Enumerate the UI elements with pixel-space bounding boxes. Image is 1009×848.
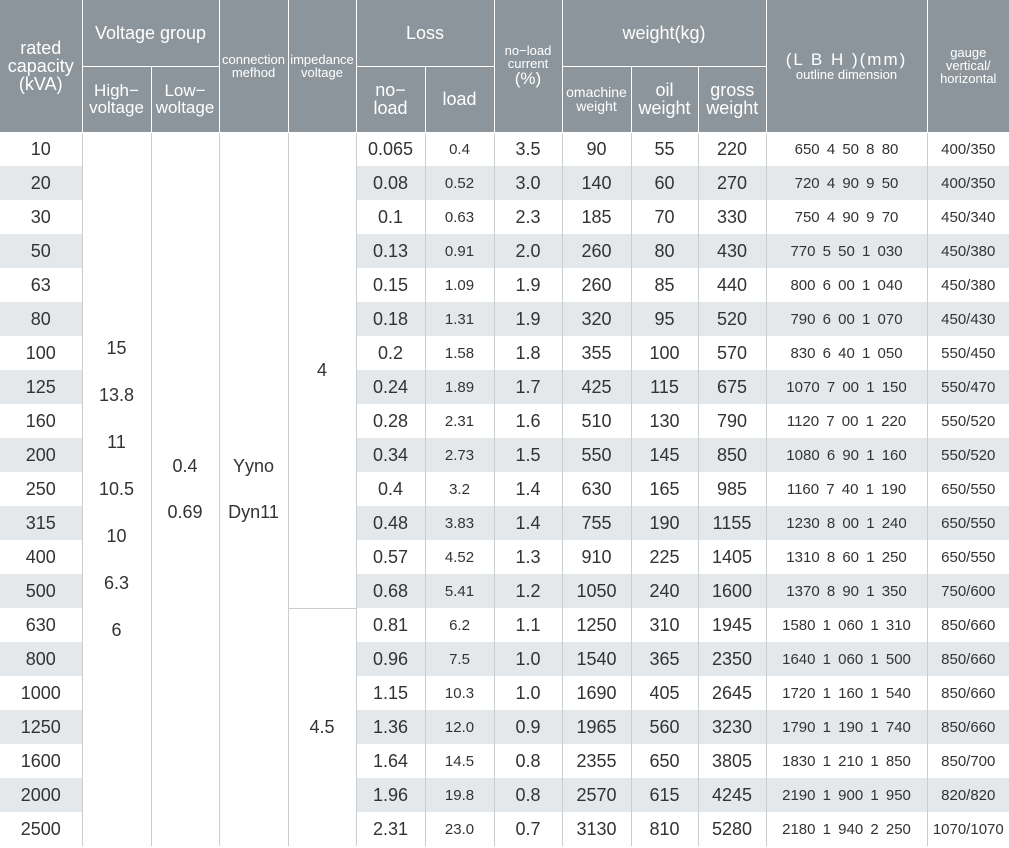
cell-oil-weight: 165 bbox=[631, 472, 698, 506]
cell-gross-weight: 440 bbox=[698, 268, 766, 302]
cell-current: 1.7 bbox=[494, 370, 562, 404]
high-voltage-value: 13.8 bbox=[98, 384, 135, 405]
cell-load: 7.5 bbox=[425, 642, 494, 676]
cell-gross-weight: 1600 bbox=[698, 574, 766, 608]
cell-machine-weight: 320 bbox=[562, 302, 631, 336]
cell-load: 14.5 bbox=[425, 744, 494, 778]
cell-no-load: 1.96 bbox=[356, 778, 425, 812]
cell-machine-weight: 510 bbox=[562, 404, 631, 438]
cell-capacity: 160 bbox=[0, 404, 82, 438]
cell-dimension: 650 4 50 8 80 bbox=[766, 132, 927, 166]
cell-oil-weight: 95 bbox=[631, 302, 698, 336]
cell-capacity: 30 bbox=[0, 200, 82, 234]
cell-current: 1.2 bbox=[494, 574, 562, 608]
cell-dimension: 2190 1 900 1 950 bbox=[766, 778, 927, 812]
cell-gross-weight: 985 bbox=[698, 472, 766, 506]
cell-load: 0.63 bbox=[425, 200, 494, 234]
cell-gross-weight: 4245 bbox=[698, 778, 766, 812]
cell-capacity: 1000 bbox=[0, 676, 82, 710]
cell-oil-weight: 615 bbox=[631, 778, 698, 812]
high-voltage-value: 10 bbox=[106, 525, 127, 546]
cell-no-load: 0.81 bbox=[356, 608, 425, 642]
header-rated-capacity: rated capacity (kVA) bbox=[0, 0, 82, 132]
header-oil-weight: oil weight bbox=[631, 66, 698, 132]
cell-machine-weight: 260 bbox=[562, 234, 631, 268]
cell-gauge: 400/350 bbox=[927, 166, 1009, 200]
cell-machine-weight: 1965 bbox=[562, 710, 631, 744]
cell-no-load: 0.1 bbox=[356, 200, 425, 234]
cell-gauge: 550/520 bbox=[927, 404, 1009, 438]
cell-gauge: 850/660 bbox=[927, 676, 1009, 710]
cell-gauge: 850/660 bbox=[927, 608, 1009, 642]
cell-load: 19.8 bbox=[425, 778, 494, 812]
cell-capacity: 800 bbox=[0, 642, 82, 676]
cell-dimension: 800 6 00 1 040 bbox=[766, 268, 927, 302]
cell-dimension: 1070 7 00 1 150 bbox=[766, 370, 927, 404]
high-voltage-value: 10.5 bbox=[98, 478, 135, 499]
cell-dimension: 1580 1 060 1 310 bbox=[766, 608, 927, 642]
cell-machine-weight: 425 bbox=[562, 370, 631, 404]
cell-oil-weight: 100 bbox=[631, 336, 698, 370]
cell-dimension: 1120 7 00 1 220 bbox=[766, 404, 927, 438]
cell-capacity: 10 bbox=[0, 132, 82, 166]
cell-oil-weight: 70 bbox=[631, 200, 698, 234]
cell-low-voltage-values bbox=[151, 132, 219, 846]
cell-gross-weight: 1945 bbox=[698, 608, 766, 642]
cell-load: 23.0 bbox=[425, 812, 494, 846]
cell-machine-weight: 1050 bbox=[562, 574, 631, 608]
cell-load: 1.58 bbox=[425, 336, 494, 370]
cell-oil-weight: 560 bbox=[631, 710, 698, 744]
cell-gauge: 450/380 bbox=[927, 268, 1009, 302]
low-voltage-value: 0.4 bbox=[172, 456, 198, 477]
cell-capacity: 63 bbox=[0, 268, 82, 302]
cell-machine-weight: 910 bbox=[562, 540, 631, 574]
header-voltage-group: Voltage group bbox=[82, 0, 219, 66]
cell-current: 1.5 bbox=[494, 438, 562, 472]
cell-no-load: 0.2 bbox=[356, 336, 425, 370]
cell-machine-weight: 355 bbox=[562, 336, 631, 370]
cell-gross-weight: 790 bbox=[698, 404, 766, 438]
cell-capacity: 200 bbox=[0, 438, 82, 472]
cell-capacity: 1600 bbox=[0, 744, 82, 778]
cell-no-load: 0.13 bbox=[356, 234, 425, 268]
cell-gauge: 650/550 bbox=[927, 506, 1009, 540]
cell-gross-weight: 5280 bbox=[698, 812, 766, 846]
cell-gross-weight: 2645 bbox=[698, 676, 766, 710]
cell-load: 1.89 bbox=[425, 370, 494, 404]
no-load-current-unit: (%) bbox=[514, 69, 542, 89]
cell-impedance-group-2: 4.5 bbox=[288, 608, 356, 846]
cell-load: 1.31 bbox=[425, 302, 494, 336]
connection-value: Yyno bbox=[232, 456, 275, 477]
cell-oil-weight: 80 bbox=[631, 234, 698, 268]
cell-oil-weight: 310 bbox=[631, 608, 698, 642]
cell-dimension: 1370 8 90 1 350 bbox=[766, 574, 927, 608]
cell-load: 3.2 bbox=[425, 472, 494, 506]
cell-no-load: 0.08 bbox=[356, 166, 425, 200]
cell-machine-weight: 1540 bbox=[562, 642, 631, 676]
table-header bbox=[0, 0, 1009, 132]
cell-oil-weight: 240 bbox=[631, 574, 698, 608]
cell-current: 0.8 bbox=[494, 778, 562, 812]
cell-current: 2.0 bbox=[494, 234, 562, 268]
cell-gauge: 650/550 bbox=[927, 540, 1009, 574]
cell-oil-weight: 365 bbox=[631, 642, 698, 676]
cell-current: 0.8 bbox=[494, 744, 562, 778]
cell-no-load: 0.48 bbox=[356, 506, 425, 540]
cell-machine-weight: 630 bbox=[562, 472, 631, 506]
header-gross-weight: gross weight bbox=[698, 66, 766, 132]
cell-machine-weight: 1690 bbox=[562, 676, 631, 710]
cell-gross-weight: 430 bbox=[698, 234, 766, 268]
cell-dimension: 1080 6 90 1 160 bbox=[766, 438, 927, 472]
cell-gauge: 550/520 bbox=[927, 438, 1009, 472]
cell-no-load: 0.24 bbox=[356, 370, 425, 404]
cell-current: 1.9 bbox=[494, 302, 562, 336]
cell-gross-weight: 570 bbox=[698, 336, 766, 370]
cell-gauge: 1070/1070 bbox=[927, 812, 1009, 846]
cell-oil-weight: 810 bbox=[631, 812, 698, 846]
high-voltage-value: 6 bbox=[111, 619, 122, 640]
cell-dimension: 1160 7 40 1 190 bbox=[766, 472, 927, 506]
cell-gauge: 850/660 bbox=[927, 642, 1009, 676]
cell-capacity: 50 bbox=[0, 234, 82, 268]
cell-load: 12.0 bbox=[425, 710, 494, 744]
cell-oil-weight: 190 bbox=[631, 506, 698, 540]
cell-dimension: 1790 1 190 1 740 bbox=[766, 710, 927, 744]
cell-gauge: 750/600 bbox=[927, 574, 1009, 608]
cell-capacity: 500 bbox=[0, 574, 82, 608]
cell-current: 1.9 bbox=[494, 268, 562, 302]
cell-capacity: 2500 bbox=[0, 812, 82, 846]
header-no-load: no− load bbox=[356, 66, 425, 132]
cell-current: 1.3 bbox=[494, 540, 562, 574]
header-load: load bbox=[425, 66, 494, 132]
cell-no-load: 0.4 bbox=[356, 472, 425, 506]
cell-load: 3.83 bbox=[425, 506, 494, 540]
cell-current: 1.4 bbox=[494, 472, 562, 506]
cell-current: 1.4 bbox=[494, 506, 562, 540]
cell-gross-weight: 3230 bbox=[698, 710, 766, 744]
cell-no-load: 1.64 bbox=[356, 744, 425, 778]
cell-machine-weight: 260 bbox=[562, 268, 631, 302]
cell-dimension: 2180 1 940 2 250 bbox=[766, 812, 927, 846]
cell-capacity: 100 bbox=[0, 336, 82, 370]
header-outline-dimension bbox=[766, 0, 927, 132]
cell-gross-weight: 1155 bbox=[698, 506, 766, 540]
cell-gross-weight: 3805 bbox=[698, 744, 766, 778]
cell-gross-weight: 520 bbox=[698, 302, 766, 336]
cell-oil-weight: 85 bbox=[631, 268, 698, 302]
cell-gross-weight: 850 bbox=[698, 438, 766, 472]
cell-dimension: 1830 1 210 1 850 bbox=[766, 744, 927, 778]
header-connection-method: connection mefhod bbox=[219, 0, 288, 132]
cell-gross-weight: 220 bbox=[698, 132, 766, 166]
cell-load: 0.91 bbox=[425, 234, 494, 268]
high-voltage-value: 11 bbox=[107, 431, 126, 452]
cell-gauge: 450/340 bbox=[927, 200, 1009, 234]
cell-load: 6.2 bbox=[425, 608, 494, 642]
cell-gross-weight: 2350 bbox=[698, 642, 766, 676]
header-weight: weight(kg) bbox=[562, 0, 766, 66]
cell-dimension: 750 4 90 9 70 bbox=[766, 200, 927, 234]
cell-current: 1.0 bbox=[494, 676, 562, 710]
low-voltage-value: 0.69 bbox=[167, 502, 203, 523]
cell-machine-weight: 550 bbox=[562, 438, 631, 472]
cell-current: 3.5 bbox=[494, 132, 562, 166]
cell-load: 10.3 bbox=[425, 676, 494, 710]
cell-oil-weight: 55 bbox=[631, 132, 698, 166]
cell-machine-weight: 755 bbox=[562, 506, 631, 540]
table-row bbox=[0, 132, 1009, 166]
cell-dimension: 770 5 50 1 030 bbox=[766, 234, 927, 268]
cell-impedance-group-1: 4 bbox=[288, 132, 356, 608]
header-high-voltage: High− voltage bbox=[82, 66, 151, 132]
connection-value: Dyn11 bbox=[228, 502, 279, 523]
cell-gross-weight: 1405 bbox=[698, 540, 766, 574]
cell-gauge: 400/350 bbox=[927, 132, 1009, 166]
cell-oil-weight: 145 bbox=[631, 438, 698, 472]
cell-current: 0.7 bbox=[494, 812, 562, 846]
cell-oil-weight: 130 bbox=[631, 404, 698, 438]
cell-capacity: 1250 bbox=[0, 710, 82, 744]
cell-dimension: 1720 1 160 1 540 bbox=[766, 676, 927, 710]
cell-no-load: 0.18 bbox=[356, 302, 425, 336]
cell-dimension: 1640 1 060 1 500 bbox=[766, 642, 927, 676]
cell-high-voltage-values bbox=[82, 132, 151, 846]
cell-dimension: 1310 8 60 1 250 bbox=[766, 540, 927, 574]
cell-gauge: 650/550 bbox=[927, 472, 1009, 506]
cell-machine-weight: 3130 bbox=[562, 812, 631, 846]
cell-no-load: 0.57 bbox=[356, 540, 425, 574]
cell-load: 0.52 bbox=[425, 166, 494, 200]
cell-machine-weight: 140 bbox=[562, 166, 631, 200]
header-loss: Loss bbox=[356, 0, 494, 66]
cell-current: 2.3 bbox=[494, 200, 562, 234]
cell-gauge: 450/430 bbox=[927, 302, 1009, 336]
cell-no-load: 0.96 bbox=[356, 642, 425, 676]
cell-load: 1.09 bbox=[425, 268, 494, 302]
header-no-load-current bbox=[494, 0, 562, 132]
cell-dimension: 830 6 40 1 050 bbox=[766, 336, 927, 370]
cell-current: 0.9 bbox=[494, 710, 562, 744]
cell-current: 1.1 bbox=[494, 608, 562, 642]
high-voltage-value: 15 bbox=[106, 337, 127, 358]
no-load-current-label: no−load current bbox=[504, 43, 552, 72]
high-voltage-value: 6.3 bbox=[103, 572, 130, 593]
cell-no-load: 0.28 bbox=[356, 404, 425, 438]
cell-no-load: 2.31 bbox=[356, 812, 425, 846]
cell-capacity: 400 bbox=[0, 540, 82, 574]
cell-no-load: 0.34 bbox=[356, 438, 425, 472]
cell-machine-weight: 2570 bbox=[562, 778, 631, 812]
cell-gross-weight: 270 bbox=[698, 166, 766, 200]
cell-current: 1.8 bbox=[494, 336, 562, 370]
cell-gross-weight: 675 bbox=[698, 370, 766, 404]
header-impedance-voltage: impedance voltage bbox=[288, 0, 356, 132]
cell-no-load: 1.15 bbox=[356, 676, 425, 710]
cell-no-load: 1.36 bbox=[356, 710, 425, 744]
cell-gauge: 450/380 bbox=[927, 234, 1009, 268]
cell-load: 2.73 bbox=[425, 438, 494, 472]
cell-machine-weight: 185 bbox=[562, 200, 631, 234]
cell-capacity: 630 bbox=[0, 608, 82, 642]
cell-dimension: 1230 8 00 1 240 bbox=[766, 506, 927, 540]
cell-no-load: 0.065 bbox=[356, 132, 425, 166]
cell-capacity: 125 bbox=[0, 370, 82, 404]
cell-capacity: 2000 bbox=[0, 778, 82, 812]
cell-gauge: 850/660 bbox=[927, 710, 1009, 744]
cell-gauge: 550/470 bbox=[927, 370, 1009, 404]
cell-oil-weight: 225 bbox=[631, 540, 698, 574]
cell-gross-weight: 330 bbox=[698, 200, 766, 234]
cell-gauge: 550/450 bbox=[927, 336, 1009, 370]
header-machine-weight: omachine weight bbox=[562, 66, 631, 132]
cell-capacity: 250 bbox=[0, 472, 82, 506]
cell-oil-weight: 405 bbox=[631, 676, 698, 710]
cell-current: 3.0 bbox=[494, 166, 562, 200]
cell-no-load: 0.68 bbox=[356, 574, 425, 608]
cell-load: 0.4 bbox=[425, 132, 494, 166]
header-low-voltage: Low− woltage bbox=[151, 66, 219, 132]
cell-capacity: 80 bbox=[0, 302, 82, 336]
outline-dimension-label: outline dimension bbox=[795, 66, 898, 82]
cell-oil-weight: 60 bbox=[631, 166, 698, 200]
cell-machine-weight: 2355 bbox=[562, 744, 631, 778]
cell-load: 4.52 bbox=[425, 540, 494, 574]
cell-oil-weight: 115 bbox=[631, 370, 698, 404]
cell-connection-values bbox=[219, 132, 288, 846]
cell-no-load: 0.15 bbox=[356, 268, 425, 302]
cell-capacity: 315 bbox=[0, 506, 82, 540]
cell-current: 1.0 bbox=[494, 642, 562, 676]
cell-load: 2.31 bbox=[425, 404, 494, 438]
cell-gauge: 850/700 bbox=[927, 744, 1009, 778]
cell-load: 5.41 bbox=[425, 574, 494, 608]
cell-dimension: 790 6 00 1 070 bbox=[766, 302, 927, 336]
cell-machine-weight: 90 bbox=[562, 132, 631, 166]
table-body bbox=[0, 132, 1009, 846]
cell-oil-weight: 650 bbox=[631, 744, 698, 778]
cell-current: 1.6 bbox=[494, 404, 562, 438]
cell-capacity: 20 bbox=[0, 166, 82, 200]
cell-dimension: 720 4 90 9 50 bbox=[766, 166, 927, 200]
cell-machine-weight: 1250 bbox=[562, 608, 631, 642]
cell-gauge: 820/820 bbox=[927, 778, 1009, 812]
header-gauge: gauge vertical/ horizontal bbox=[927, 0, 1009, 132]
lbh-label: (L B H )(mm) bbox=[785, 49, 908, 69]
